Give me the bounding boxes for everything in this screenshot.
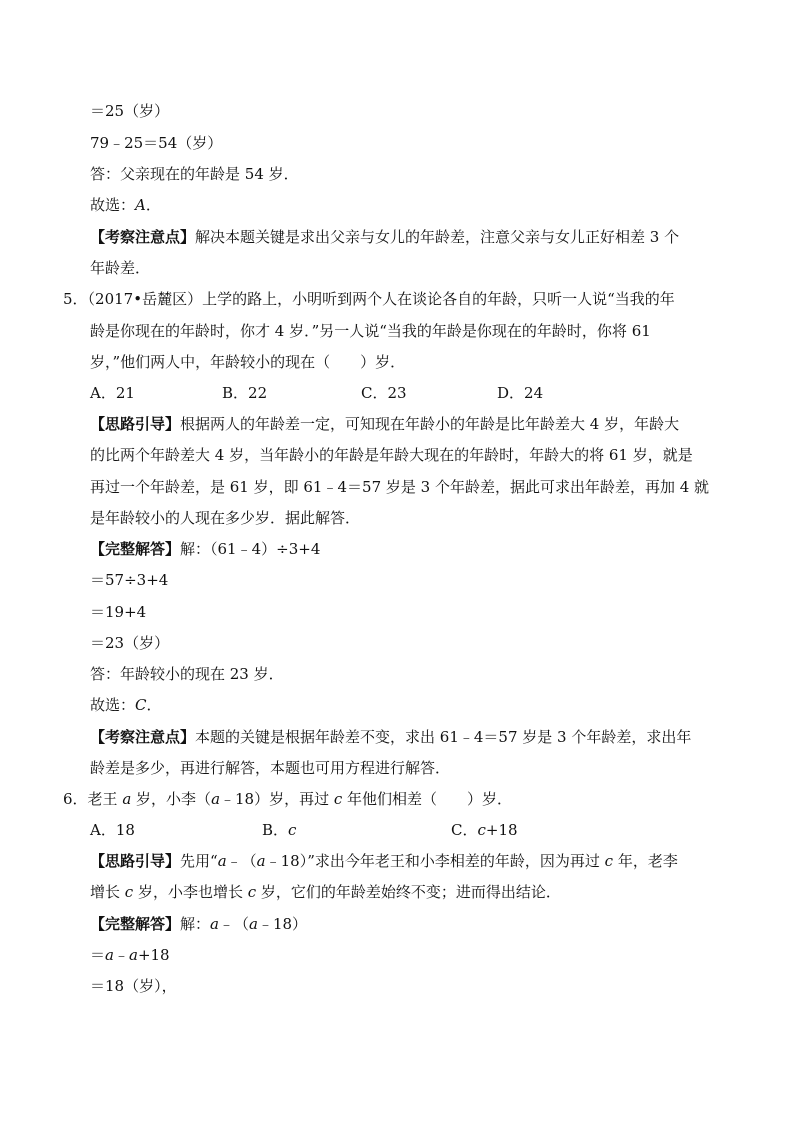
note-line: 年龄差． <box>90 259 151 277</box>
option-b: B．22 <box>222 384 268 402</box>
note-tag: 【考察注意点】 <box>90 228 196 246</box>
note-line: 龄差是多少，再进行解答，本题也可用方程进行解答． <box>90 759 451 777</box>
solution-line: ＝a﹣a+18 <box>90 946 170 964</box>
note-line: 【考察注意点】本题的关键是根据年龄差不变，求出 61﹣4＝57 岁是 3 个年龄差，求出年 <box>90 728 692 746</box>
option-a: A．18 <box>90 821 135 839</box>
question-5-stem: 岁，”他们两人中，年龄较小的现在（ ）岁． <box>90 353 406 371</box>
hint-line: 【思路引导】先用“a﹣（a﹣18）”求出今年老王和小李相差的年龄，因为再过 c 年，老李 <box>90 852 678 870</box>
hint-tag: 【思路引导】 <box>90 852 181 870</box>
hint-line: 【思路引导】根据两人的年龄差一定，可知现在年龄小的年龄是比年龄差大 4 岁，年龄大 <box>90 415 680 433</box>
question-5-stem: 5．（2017•岳麓区）上学的路上，小明听到两个人在谈论各自的年龄，只听一人说“当我的年 <box>63 290 675 308</box>
solution-line: ＝25（岁） <box>90 102 170 120</box>
note-line: 【考察注意点】解决本题关键是求出父亲与女儿的年龄差，注意父亲与女儿正好相差 3 个 <box>90 228 680 246</box>
question-6-stem: 6．老王 a 岁，小李（a﹣18）岁，再过 c 年他们相差（ ）岁． <box>63 790 513 808</box>
hint-line: 增长 c 岁，小李也增长 c 岁，它们的年龄差始终不变；进而得出结论． <box>90 883 561 901</box>
solution-line: 79﹣25＝54（岁） <box>90 134 223 152</box>
solution-tag: 【完整解答】 <box>90 915 181 933</box>
note-tag: 【考察注意点】 <box>90 728 196 746</box>
option-c: C．c+18 <box>451 821 518 839</box>
hint-tag: 【思路引导】 <box>90 415 181 433</box>
option-b: B．c <box>262 821 297 839</box>
answer-line: 答：年龄较小的现在 23 岁． <box>90 665 284 683</box>
option-c: C．23 <box>361 384 407 402</box>
hint-line: 是年龄较小的人现在多少岁．据此解答． <box>90 509 361 527</box>
hint-line: 的比两个年龄差大 4 岁，当年龄小的年龄是年龄大现在的年龄时，年龄大的将 61 岁，就是 <box>90 446 693 464</box>
solution-line: 【完整解答】解：a﹣（a﹣18） <box>90 915 308 933</box>
solution-line: ＝57÷3+4 <box>90 571 169 589</box>
solution-tag: 【完整解答】 <box>90 540 181 558</box>
choice-line: 故选：A． <box>90 196 161 214</box>
option-d: D．24 <box>497 384 544 402</box>
solution-line: ＝18（岁）， <box>90 977 177 995</box>
hint-line: 再过一个年龄差，是 61 岁，即 61﹣4＝57 岁是 3 个年龄差，据此可求出年龄差，再加 4 就 <box>90 478 710 496</box>
solution-line: ＝19+4 <box>90 603 147 621</box>
choice-line: 故选：C． <box>90 696 162 714</box>
answer-line: 答：父亲现在的年龄是 54 岁． <box>90 165 299 183</box>
solution-line: 【完整解答】解：（61﹣4）÷3+4 <box>90 540 321 558</box>
solution-line: ＝23（岁） <box>90 634 170 652</box>
question-5-stem: 龄是你现在的年龄时，你才 4 岁．”另一人说“当我的年龄是你现在的年龄时，你将 61 <box>90 322 651 340</box>
option-a: A．21 <box>90 384 135 402</box>
